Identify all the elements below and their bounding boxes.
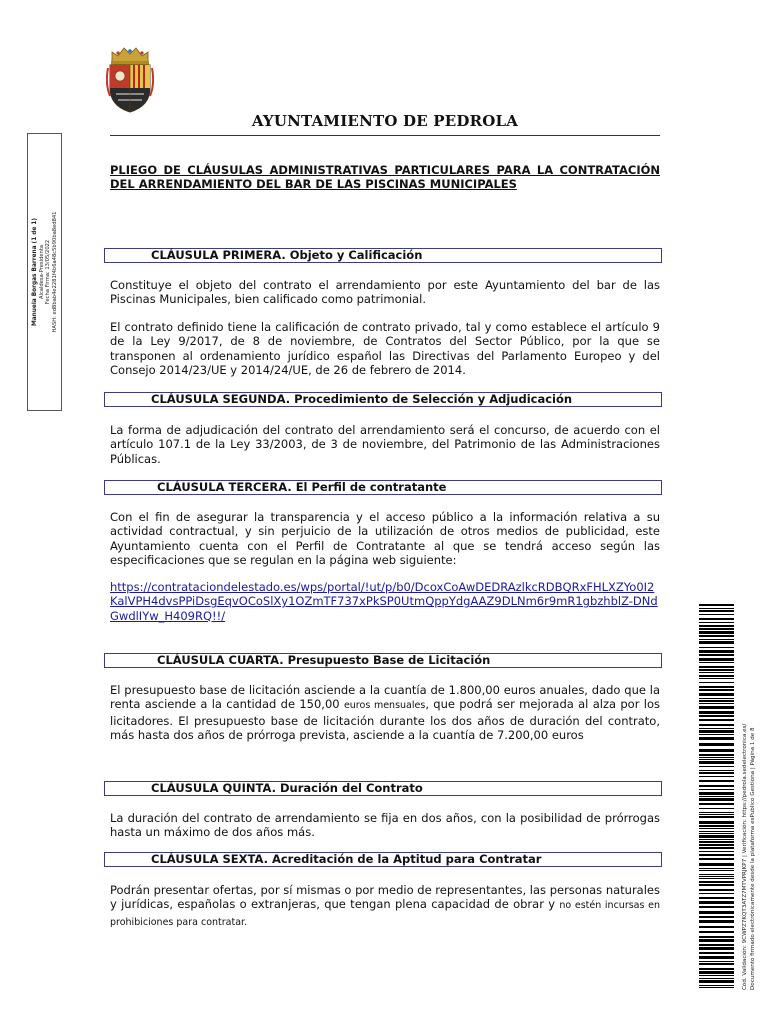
clause-heading-label: CLÁUSULA CUARTA. Presupuesto Base de Licitación xyxy=(157,653,491,667)
validation-text xyxy=(742,660,768,990)
signer-role: Alcaldesa-Presidenta xyxy=(38,244,44,300)
clause-paragraph: El contrato definido tiene la calificación de contrato privado, tal y como establece el artículo 9 de la Ley 9/2017, de 8 de noviembre, de Contratos del Sector Público, por la que se transponen al ordenamiento jurídico español las Directivas del Parlamento Europeo y del Consejo 2014/23/UE y 2014/24/UE, de 26 de febrero de 2014. xyxy=(110,320,660,378)
clause-paragraph: Constituye el objeto del contrato el arrendamiento por este Ayuntamiento del bar de las Piscinas Municipales, bien calificado como patrimonial. xyxy=(110,278,660,307)
paragraph-text-small: euros mensuales xyxy=(343,700,426,712)
coat-of-arms-logo xyxy=(106,44,154,114)
link-paragraph xyxy=(110,580,660,623)
organization-name: AYUNTAMIENTO DE PEDROLA xyxy=(251,112,519,130)
clause-paragraph: Con el fin de asegurar la transparencia y el acceso público a la información relativa a su actividad contractual, y sin perjuicio de la utilización de otros medios de publicidad, este Ayuntamiento cuenta con el Perfil de Contratante al que se tendrá acceso según las especificaciones que se regulan en la página web siguiente: xyxy=(110,510,660,568)
paragraph-text: El presupuesto base de licitación asciende a la cuantía de 1.800,00 euros anuales, dado que la renta asciende a la cantidad de 150,00 xyxy=(110,683,660,712)
clause-heading-segunda xyxy=(104,392,662,407)
clause-heading-sexta xyxy=(104,852,662,867)
signature-stamp-text xyxy=(32,137,58,407)
validation-code: Cód. Validación: 9CWPZ7KQT3ATZ7MTVPRJKP7 | Verificación: https://pedrola.sedelectronica.es/ xyxy=(742,723,748,990)
clause-heading-label: CLÁUSULA TERCERA. El Perfil de contratante xyxy=(157,480,447,494)
clause-paragraph: La duración del contrato de arrendamiento se fija en dos años, con la posibilidad de prórrogas hasta un máximo de dos años más. xyxy=(110,811,660,840)
clause-heading-label: CLÁUSULA QUINTA. Duración del Contrato xyxy=(151,781,423,795)
signature-hash: HASH: ed8bab4e2281f4b6a48c5b90ba8ed841 xyxy=(51,211,57,333)
validation-platform: Documento firmado electrónicamente desde la plataforma esPublico Gestiona | Página 1 de 8 xyxy=(749,727,756,990)
document-title: PLIEGO DE CLÁUSULAS ADMINISTRATIVAS PARTICULARES PARA LA CONTRATACIÓN DEL ARRENDAMIENTO DEL BAR DE LAS PISCINAS MUNICIPALES xyxy=(110,163,660,191)
signature-stamp xyxy=(27,133,62,411)
clause-paragraph xyxy=(110,683,660,743)
clause-paragraph xyxy=(110,883,660,930)
perfil-contratante-link[interactable]: https://contrataciondelestado.es/wps/portal/!ut/p/b0/DcoxCoAwDEDRAzlkcRDBQRxFHLXZYo0I2KalVPH4dvsPPiDsgEqvOCoSlXy1OZmTF737xPkSP0UtmQppYdgAAZ9DLNm6r9mR1gbzhblZ-DNdGwdlIYw_H409RQ!!/ xyxy=(110,580,658,623)
clause-heading-label: CLÁUSULA SEXTA. Acreditación de la Aptitud para Contratar xyxy=(151,852,542,866)
clause-heading-cuarta xyxy=(104,653,662,668)
clause-paragraph: La forma de adjudicación del contrato del arrendamiento será el concurso, de acuerdo con el artículo 107.1 de la Ley 33/2003, de 3 de noviembre, del Patrimonio de las Administraciones Públicas. xyxy=(110,423,660,466)
clause-heading-tercera xyxy=(104,480,662,495)
signer-name: Manuela Borgas Barrena (1 de 1) xyxy=(31,217,38,327)
paragraph-text: , que podrá ser mejorada al alza por los licitadores. El presupuesto base de licitación durante los dos años de duración del contrato, más hasta dos años de prórroga prevista, asciende a la cuantía de 7.200,00 euros xyxy=(110,697,660,743)
paragraph-text-small: no estén incursas en prohibiciones para contratar. xyxy=(110,900,660,928)
paragraph-text: Podrán presentar ofertas, por sí mismas o por medio de representantes, las personas naturales y jurídicas, españolas o extranjeras, que tengan plena capacidad de obrar y xyxy=(110,883,660,912)
clause-heading-quinta xyxy=(104,781,662,796)
barcode-image xyxy=(699,604,734,988)
clause-heading-label: CLÁUSULA SEGUNDA. Procedimiento de Selección y Adjudicación xyxy=(151,392,573,406)
clause-heading-primera xyxy=(104,248,662,263)
clause-heading-label: CLÁUSULA PRIMERA. Objeto y Calificación xyxy=(151,248,423,262)
signature-date: Fecha Firma: 13/05/2022 xyxy=(44,239,51,305)
header-divider xyxy=(110,135,660,136)
